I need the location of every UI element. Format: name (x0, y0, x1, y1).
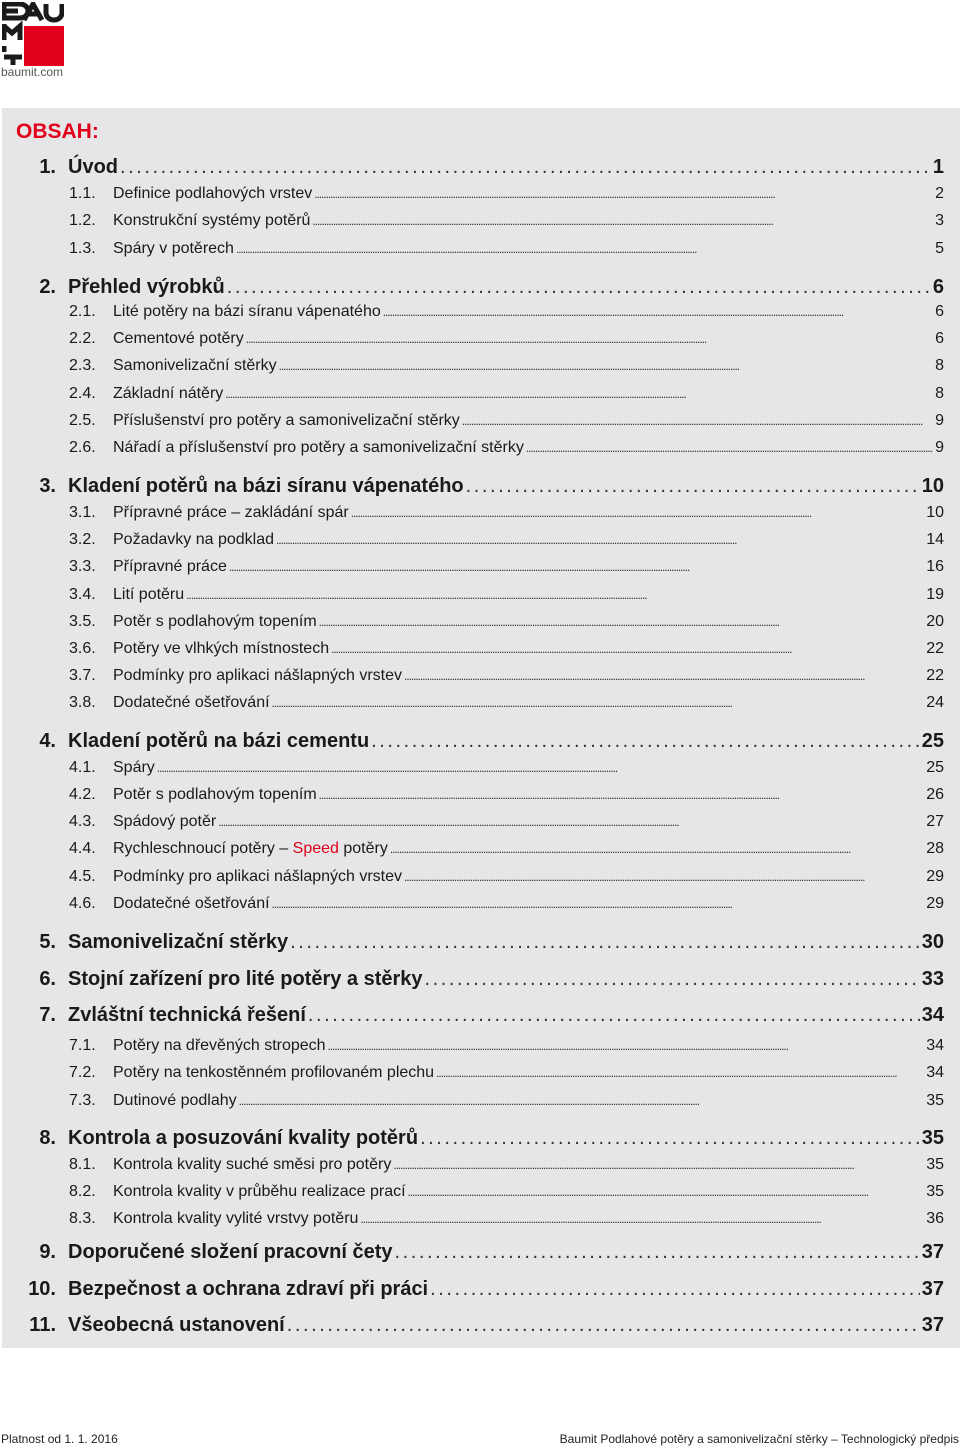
toc-title-text: Lití potěru (113, 586, 185, 603)
toc-leader-dots (186, 588, 924, 602)
toc-entry-line (113, 1156, 944, 1174)
toc-title-text: Samonivelizační stěrky (68, 931, 289, 953)
toc-entry-line (113, 240, 944, 258)
toc-title-text: Cementové potěry (113, 330, 244, 347)
toc-entry-line (113, 385, 944, 403)
toc-entry-line (68, 276, 944, 299)
toc-number: 10. (28, 1278, 56, 1300)
toc-title-text: Dutinové podlahy (113, 1092, 237, 1109)
toc-page-number: 37 (921, 1278, 944, 1300)
toc-number: 7.3. (69, 1092, 96, 1109)
toc-number: 2.3. (69, 357, 96, 374)
toc-title-text: Spádový potěr (113, 813, 217, 830)
toc-page-number: 22 (926, 640, 944, 657)
toc-title-part: Rychleschnoucí potěry – (113, 840, 293, 857)
toc-title-text: Zvláštní technická řešení (68, 1004, 306, 1026)
toc-title-text: Potěry na dřevěných stropech (113, 1037, 326, 1054)
toc-number: 9. (39, 1241, 56, 1263)
toc-leader-dots (393, 1158, 924, 1172)
toc-number: 1.2. (69, 212, 96, 229)
toc-title-text: Kontrola kvality v průběhu realizace prací (113, 1183, 406, 1200)
toc-number: 4.3. (69, 813, 96, 830)
toc-title-text: Stojní zařízení pro lité potěry a stěrky (68, 968, 423, 990)
toc-entry-line (113, 868, 944, 886)
toc-title-text: Přehled výrobků (68, 276, 225, 298)
toc-leader-dots (360, 1212, 924, 1226)
toc-number: 3.2. (69, 531, 96, 548)
toc-title-text: Všeobecná ustanovení (68, 1314, 285, 1336)
toc-title-text: Lité potěry na bázi síranu vápenatého (113, 303, 381, 320)
toc-entry-line (113, 558, 944, 576)
toc-leader-dots (371, 730, 920, 753)
toc-title-text: Dodatečné ošetřování (113, 895, 270, 912)
toc-number: 3.7. (69, 667, 96, 684)
toc-entry-line (68, 1004, 944, 1027)
toc-title-text: Potěr s podlahovým topením (113, 613, 317, 630)
toc-entry-line (68, 475, 944, 498)
toc-title-text: Samonivelizační stěrky (113, 357, 277, 374)
toc-number: 4.6. (69, 895, 96, 912)
toc-number: 7.1. (69, 1037, 96, 1054)
toc-page-number: 35 (926, 1092, 944, 1109)
toc-leader-dots (312, 214, 933, 228)
toc-number: 3.4. (69, 586, 96, 603)
toc-leader-dots (430, 1278, 920, 1301)
toc-title-text: Potěr s podlahovým topením (113, 786, 317, 803)
toc-entry-line (113, 840, 944, 858)
toc-number: 2.5. (69, 412, 96, 429)
toc-page-number: 29 (926, 895, 944, 912)
toc-entry-line (113, 786, 944, 804)
toc-entry-line (68, 1314, 944, 1337)
toc-title-text: Potěry na tenkostěnném profilovaném plechu (113, 1064, 435, 1081)
toc-title-text: Podmínky pro aplikaci nášlapných vrstev (113, 868, 403, 885)
toc-number: 8. (39, 1127, 56, 1149)
toc-page-number: 9 (935, 412, 944, 429)
toc-page-number: 25 (926, 759, 944, 776)
toc-leader-dots (436, 1066, 924, 1080)
toc-page-number: 8 (935, 357, 944, 374)
toc-entry-line (68, 968, 944, 991)
toc-page-number: 6 (935, 330, 944, 347)
toc-number: 8.2. (69, 1183, 96, 1200)
baumit-logo (2, 2, 64, 66)
toc-entry-line (113, 185, 944, 203)
toc-entry-line (113, 667, 944, 685)
toc-leader-dots (239, 1094, 925, 1108)
toc-title: OBSAH: (16, 120, 99, 143)
toc-title-text: Dodatečné ošetřování (113, 694, 270, 711)
toc-number: 6. (39, 968, 56, 990)
toc-title-highlight: Speed (292, 840, 339, 857)
toc-page-number: 3 (935, 212, 944, 229)
toc-entry-line (113, 586, 944, 604)
toc-page-number: 37 (921, 1241, 944, 1263)
toc-number: 7.2. (69, 1064, 96, 1081)
toc-number: 11. (29, 1314, 56, 1336)
toc-entry-line (113, 1037, 944, 1055)
toc-page-number: 22 (926, 667, 944, 684)
toc-page-number: 34 (926, 1037, 944, 1054)
toc-entry-line (68, 1127, 944, 1150)
toc-title-text: Kontrola kvality suché směsi pro potěry (113, 1156, 392, 1173)
toc-number: 8.1. (69, 1156, 96, 1173)
toc-number: 3.3. (69, 558, 96, 575)
toc-page-number: 24 (926, 694, 944, 711)
toc-number: 4.4. (69, 840, 96, 857)
toc-page-number: 30 (921, 931, 944, 953)
toc-entry-line (113, 1064, 944, 1082)
toc-leader-dots (276, 533, 924, 547)
toc-entry-line (113, 439, 944, 457)
toc-number: 2.6. (69, 439, 96, 456)
toc-page-number: 8 (935, 385, 944, 402)
toc-entry-line (113, 895, 944, 913)
toc-title-text: Příslušenství pro potěry a samonivelizační stěrky (113, 412, 460, 429)
toc-title-text: Kladení potěrů na bázi síranu vápenatého (68, 475, 464, 497)
toc-leader-dots (462, 414, 933, 428)
toc-entry-line (113, 504, 944, 522)
toc-number: 4.2. (69, 786, 96, 803)
toc-leader-dots (408, 1185, 925, 1199)
toc-title-text: Úvod (68, 156, 118, 178)
toc-number: 1. (39, 156, 56, 178)
toc-title-text (113, 840, 388, 858)
toc-entry-line (113, 303, 944, 321)
toc-leader-dots (272, 897, 925, 911)
toc-title-text: Přípravné práce (113, 558, 227, 575)
toc-leader-dots (466, 475, 920, 498)
footer-document-title: Baumit Podlahové potěry a samonivelizační stěrky – Technologický předpis (559, 1432, 959, 1446)
toc-entry-line (113, 759, 944, 777)
toc-page-number: 25 (921, 730, 944, 752)
toc-entry-line (113, 694, 944, 712)
toc-number: 5. (39, 931, 56, 953)
toc-page-number: 28 (926, 840, 944, 857)
toc-entry-line (113, 1092, 944, 1110)
toc-title-text: Podmínky pro aplikaci nášlapných vrstev (113, 667, 403, 684)
toc-page-number: 1 (932, 156, 944, 178)
toc-number: 3.6. (69, 640, 96, 657)
toc-leader-dots (383, 305, 933, 319)
toc-page-number: 14 (926, 531, 944, 548)
toc-leader-dots (225, 387, 933, 401)
toc-leader-dots (279, 359, 933, 373)
toc-number: 3.5. (69, 613, 96, 630)
toc-entry-line (113, 357, 944, 375)
toc-page-number: 26 (926, 786, 944, 803)
toc-page-number: 19 (926, 586, 944, 603)
toc-title-text: Kontrola kvality vylité vrstvy potěru (113, 1210, 359, 1227)
toc-leader-dots (331, 642, 924, 656)
toc-leader-dots (287, 1314, 920, 1337)
toc-entry-line (113, 412, 944, 430)
toc-leader-dots (314, 187, 933, 201)
toc-leader-dots (526, 441, 933, 455)
toc-leader-dots (227, 276, 931, 299)
toc-number: 1.1. (69, 185, 96, 202)
toc-page-number: 33 (921, 968, 944, 990)
footer-validity: Platnost od 1. 1. 2016 (1, 1432, 118, 1446)
toc-entry-line (113, 640, 944, 658)
toc-number: 2.4. (69, 385, 96, 402)
toc-title-text: Kladení potěrů na bázi cementu (68, 730, 370, 752)
toc-page-number: 2 (935, 185, 944, 202)
toc-title-text: Nářadí a příslušenství pro potěry a samonivelizační stěrky (113, 439, 524, 456)
toc-entry-line (68, 931, 944, 954)
toc-page-number: 10 (926, 504, 944, 521)
site-url[interactable]: baumit.com (1, 65, 64, 79)
toc-leader-dots (218, 815, 924, 829)
toc-page-number: 35 (921, 1127, 944, 1149)
toc-page-number: 6 (932, 276, 944, 298)
toc-entry-line (113, 330, 944, 348)
toc-page-number: 35 (926, 1183, 944, 1200)
toc-number: 7. (39, 1004, 56, 1026)
toc-entry-line (68, 1241, 944, 1264)
toc-page-number: 29 (926, 868, 944, 885)
toc-number: 2.1. (69, 303, 96, 320)
toc-title-text: Základní nátěry (113, 385, 224, 402)
toc-leader-dots (308, 1004, 920, 1027)
toc-page-number: 16 (926, 558, 944, 575)
toc-title-text: Přípravné práce – zakládání spár (113, 504, 349, 521)
toc-title-text: Požadavky na podklad (113, 531, 274, 548)
toc-leader-dots (404, 870, 924, 884)
toc-leader-dots (319, 788, 925, 802)
toc-leader-dots (236, 242, 933, 256)
toc-page-number: 5 (935, 240, 944, 257)
toc-page-number: 27 (926, 813, 944, 830)
toc-entry-line (113, 212, 944, 230)
toc-page-number: 35 (926, 1156, 944, 1173)
toc-number: 3. (39, 475, 56, 497)
toc-leader-dots (246, 332, 933, 346)
toc-entry-line (113, 613, 944, 631)
toc-leader-dots (157, 761, 924, 775)
toc-number: 4.1. (69, 759, 96, 776)
toc-title-text: Doporučené složení pracovní čety (68, 1241, 393, 1263)
toc-number: 4.5. (69, 868, 96, 885)
toc-number: 3.1. (69, 504, 96, 521)
toc-leader-dots (395, 1241, 920, 1264)
toc-entry-line (113, 531, 944, 549)
toc-page-number: 34 (926, 1064, 944, 1081)
toc-entry-line (68, 730, 944, 753)
toc-title-text: Spáry v potěrech (113, 240, 234, 257)
toc-title-text: Spáry (113, 759, 155, 776)
toc-number: 8.3. (69, 1210, 96, 1227)
toc-page-number: 9 (935, 439, 944, 456)
toc-title-text: Kontrola a posuzování kvality potěrů (68, 1127, 419, 1149)
toc-leader-dots (351, 506, 925, 520)
toc-number: 2. (39, 276, 56, 298)
toc-leader-dots (328, 1039, 925, 1053)
toc-page-number: 10 (921, 475, 944, 497)
toc-leader-dots (390, 842, 924, 856)
toc-leader-dots (420, 1127, 920, 1150)
toc-number: 3.8. (69, 694, 96, 711)
toc-entry-line (113, 1183, 944, 1201)
toc-number: 4. (39, 730, 56, 752)
toc-leader-dots (425, 968, 920, 991)
toc-entry-line (68, 1278, 944, 1301)
toc-entry-line (113, 1210, 944, 1228)
toc-leader-dots (319, 615, 925, 629)
toc-title-text: Konstrukční systémy potěrů (113, 212, 311, 229)
toc-leader-dots (404, 669, 924, 683)
toc-page-number: 20 (926, 613, 944, 630)
toc-page-number: 6 (935, 303, 944, 320)
toc-leader-dots (290, 931, 920, 954)
toc-entry-line (113, 813, 944, 831)
toc-title-text: Definice podlahových vrstev (113, 185, 313, 202)
toc-page-number: 36 (926, 1210, 944, 1227)
toc-number: 2.2. (69, 330, 96, 347)
toc-page-number: 34 (921, 1004, 944, 1026)
toc-title-text: Potěry ve vlhkých místnostech (113, 640, 330, 657)
toc-title-text: Bezpečnost a ochrana zdraví při práci (68, 1278, 429, 1300)
toc-page-number: 37 (921, 1314, 944, 1336)
toc-number: 1.3. (69, 240, 96, 257)
toc-leader-dots (120, 156, 931, 179)
toc-title-part: potěry (338, 840, 388, 857)
toc-leader-dots (272, 696, 925, 710)
toc-leader-dots (229, 560, 924, 574)
toc-entry-line (68, 156, 944, 179)
